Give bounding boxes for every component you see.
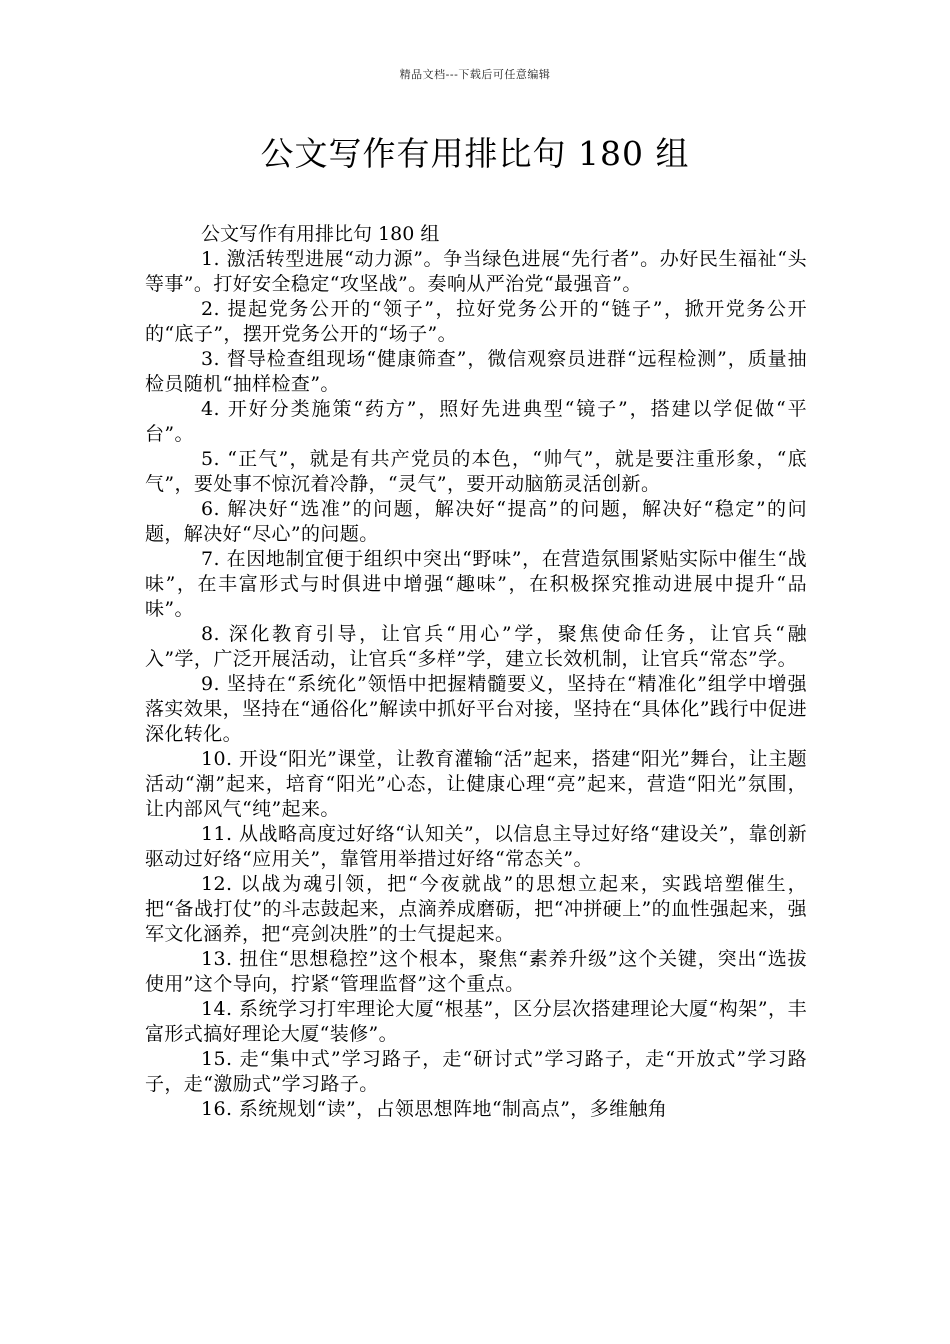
paragraph-1: 1. 激活转型进展“动力源”。争当绿色进展“先行者”。办好民生福祉“头等事”。打好安全稳定“攻坚战”。奏响从严治党“最强音”。 [145, 248, 807, 295]
paragraph-9: 9. 坚持在“系统化”领悟中把握精髓要义，坚持在“精准化”组学中增强落实效果，坚持在“通俗化”解读中抓好平台对接，坚持在“具体化”践行中促进深化转化。 [145, 673, 807, 745]
paragraph-7: 7. 在因地制宜便于组织中突出“野味”，在营造氛围紧贴实际中催生“战味”，在丰富形式与时俱进中增强“趣味”，在积极探究推动进展中提升“品味”。 [145, 548, 807, 620]
paragraph-5: 5. “正气”，就是有共产党员的本色，“帅气”，就是要注重形象，“底气”，要处事不惊沉着冷静，“灵气”，要开动脑筋灵活创新。 [145, 448, 807, 495]
paragraph-12: 12. 以战为魂引领，把“今夜就战”的思想立起来，实践培塑催生，把“备战打仗”的斗志鼓起来，点滴养成磨砺，把“冲拼硬上”的血性强起来，强军文化涵养，把“亮剑决胜”的士气提起来。 [145, 873, 807, 945]
paragraph-6: 6. 解决好“选准”的问题，解决好“提高”的问题，解决好“稳定”的问题，解决好“尽心”的问题。 [145, 498, 807, 545]
paragraph-10: 10. 开设“阳光”课堂，让教育灌输“活”起来，搭建“阳光”舞台，让主题活动“潮”起来，培育“阳光”心态，让健康心理“亮”起来，营造“阳光”氛围，让内部风气“纯”起来。 [145, 748, 807, 820]
paragraph-8: 8. 深化教育引导，让官兵“用心”学，聚焦使命任务，让官兵“融入”学，广泛开展活动，让官兵“多样”学，建立长效机制，让官兵“常态”学。 [145, 623, 807, 670]
paragraph-4: 4. 开好分类施策“药方”，照好先进典型“镜子”，搭建以学促做“平台”。 [145, 398, 807, 445]
document-subtitle: 公文写作有用排比句 180 组 [201, 223, 440, 245]
paragraph-11: 11. 从战略高度过好络“认知关”，以信息主导过好络“建设关”，靠创新驱动过好络“应用关”，靠管用举措过好络“常态关”。 [145, 823, 807, 870]
paragraph-15: 15. 走“集中式”学习路子，走“研讨式”学习路子，走“开放式”学习路子，走“激励式”学习路子。 [145, 1048, 807, 1095]
document-title: 公文写作有用排比句 180 组 [260, 134, 690, 173]
paragraph-3: 3. 督导检查组现场“健康筛查”，微信观察员进群“远程检测”，质量抽检员随机“抽样检查”。 [145, 348, 807, 395]
paragraph-16: 16. 系统规划“读”，占领思想阵地“制高点”，多维触角 [201, 1098, 668, 1120]
page-header: 精品文档---下载后可任意编辑 [399, 68, 551, 81]
paragraph-2: 2. 提起党务公开的“领子”，拉好党务公开的“链子”，掀开党务公开的“底子”，摆开党务公开的“场子”。 [145, 298, 807, 345]
document-body [145, 222, 807, 1122]
paragraph-14: 14. 系统学习打牢理论大厦“根基”，区分层次搭建理论大厦“构架”，丰富形式搞好理论大厦“装修”。 [145, 998, 807, 1045]
paragraph-13: 13. 扭住“思想稳控”这个根本，聚焦“素养升级”这个关键，突出“选拔使用”这个导向，拧紧“管理监督”这个重点。 [145, 948, 807, 995]
